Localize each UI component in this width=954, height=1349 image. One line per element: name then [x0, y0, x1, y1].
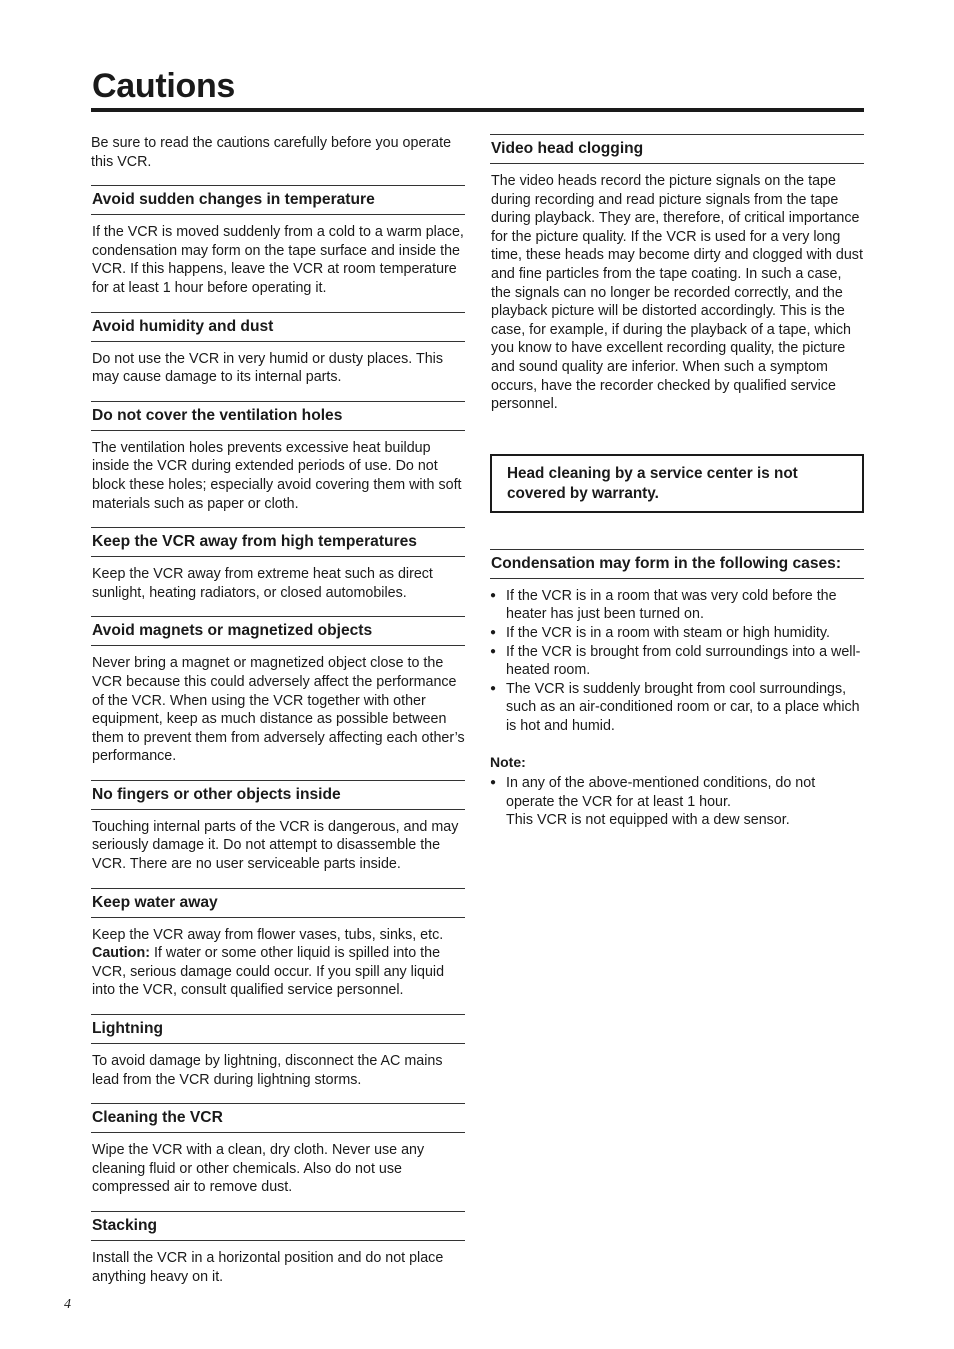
caution-label: Caution: — [92, 945, 150, 962]
list-item: ● If the VCR is brought from cold surroundings into a well-heated room. — [490, 643, 864, 680]
note-block — [490, 753, 864, 829]
section-body: The ventilation holes prevents excessive heat buildup inside the VCR during extended periods of use. Do not block these holes; especially avoid covering them with soft materials such as paper or cloth. — [92, 439, 462, 512]
section-heading: Avoid humidity and dust — [91, 312, 465, 342]
section-fingers-objects — [91, 780, 465, 874]
list-item: ● In any of the above-mentioned conditions, do not operate the VCR for at least 1 hour. — [490, 774, 864, 811]
note-extra-text: This VCR is not equipped with a dew sensor. — [506, 812, 790, 829]
section-body: The video heads record the picture signals on the tape during recording and read picture signals from the tape during playback. They are, therefore, of critical importance for the picture quality. If the VCR is used for a very long time, these heads may become dirty and clogged with dust and fine particles from the tape coating. In such a case, the signals can no longer be recorded correctly, and the playback picture will be distorted accordingly. This is the case, for example, if during the playback of a tape, which you know to have excellent recording quality, the picture and sound quality are inferior. When such a symptom occurs, have the recorder checked by qualified service personnel. — [491, 173, 863, 413]
section-heading: Keep the VCR away from high temperatures — [91, 527, 465, 557]
page-title: Cautions — [92, 67, 236, 105]
list-item: ● If the VCR is in a room with steam or high humidity. — [490, 624, 864, 643]
page-number: 4 — [64, 1297, 71, 1312]
section-body: Install the VCR in a horizontal position and do not place anything heavy on it. — [92, 1250, 444, 1285]
note-label: Note: — [490, 754, 526, 771]
condensation-list — [490, 587, 864, 736]
section-heading: Stacking — [91, 1211, 465, 1241]
caution-text: If water or some other liquid is spilled into the VCR, serious damage could occur. If you spill any liquid into the VCR, consult qualified service personnel. — [92, 945, 445, 999]
section-stacking — [91, 1211, 465, 1286]
section-high-temperatures — [91, 527, 465, 602]
section-heading: Do not cover the ventilation holes — [91, 401, 465, 431]
left-column — [91, 134, 465, 1300]
section-heading: No fingers or other objects inside — [91, 780, 465, 810]
intro-text: Be sure to read the cautions carefully before you operate this VCR. — [91, 135, 452, 170]
section-magnets — [91, 616, 465, 766]
section-heading: Condensation may form in the following cases: — [490, 549, 864, 579]
water-body-text: Keep the VCR away from flower vases, tubs, sinks, etc. — [92, 926, 444, 943]
section-body: Wipe the VCR with a clean, dry cloth. Never use any cleaning fluid or other chemicals. Also do not use compressed air to remove dust. — [92, 1142, 425, 1196]
section-heading: Avoid magnets or magnetized objects — [91, 616, 465, 646]
warranty-notice-box: Head cleaning by a service center is not covered by warranty. — [490, 454, 864, 513]
section-heading: Video head clogging — [490, 134, 864, 164]
section-temperature-changes — [91, 185, 465, 297]
section-cleaning — [91, 1103, 465, 1197]
section-body: Do not use the VCR in very humid or dusty places. This may cause damage to its internal parts. — [92, 350, 443, 386]
section-heading: Keep water away — [91, 888, 465, 918]
section-body: Touching internal parts of the VCR is dangerous, and may seriously damage it. Do not attempt to disassemble the VCR. There are no user serviceable parts inside. — [92, 818, 459, 873]
section-body: Never bring a magnet or magnetized object close to the VCR because this could adversely affect the performance of the VCR. When using the VCR together with other equipment, keep as much distance as possible between them to prevent them from adversely affecting each other’s performance. — [92, 655, 465, 765]
section-body: If the VCR is moved suddenly from a cold to a warm place, condensation may form on the tape surface and inside the VCR. If this happens, leave the VCR at room temperature for at least 1 hour before operating it. — [92, 224, 464, 296]
section-humidity-dust — [91, 312, 465, 387]
section-body: To avoid damage by lightning, disconnect the AC mains lead from the VCR during lightning storms. — [92, 1053, 443, 1088]
section-body — [91, 926, 465, 1000]
section-water — [91, 888, 465, 1000]
section-body: Keep the VCR away from extreme heat such as direct sunlight, heating radiators, or closed automobiles. — [92, 566, 433, 601]
section-heading: Avoid sudden changes in temperature — [91, 185, 465, 215]
section-heading: Cleaning the VCR — [91, 1103, 465, 1133]
right-column — [490, 134, 864, 830]
note-list — [490, 774, 864, 811]
section-heading: Lightning — [91, 1014, 465, 1044]
list-item: ● The VCR is suddenly brought from cool surroundings, such as an air-conditioned room or car, to a place which is hot and humid. — [490, 680, 864, 736]
section-video-head-clogging — [490, 134, 864, 414]
section-condensation — [490, 549, 864, 736]
title-rule — [91, 108, 864, 112]
list-item: ● If the VCR is in a room that was very cold before the heater has just been turned on. — [490, 587, 864, 624]
section-lightning — [91, 1014, 465, 1089]
section-ventilation — [91, 401, 465, 513]
